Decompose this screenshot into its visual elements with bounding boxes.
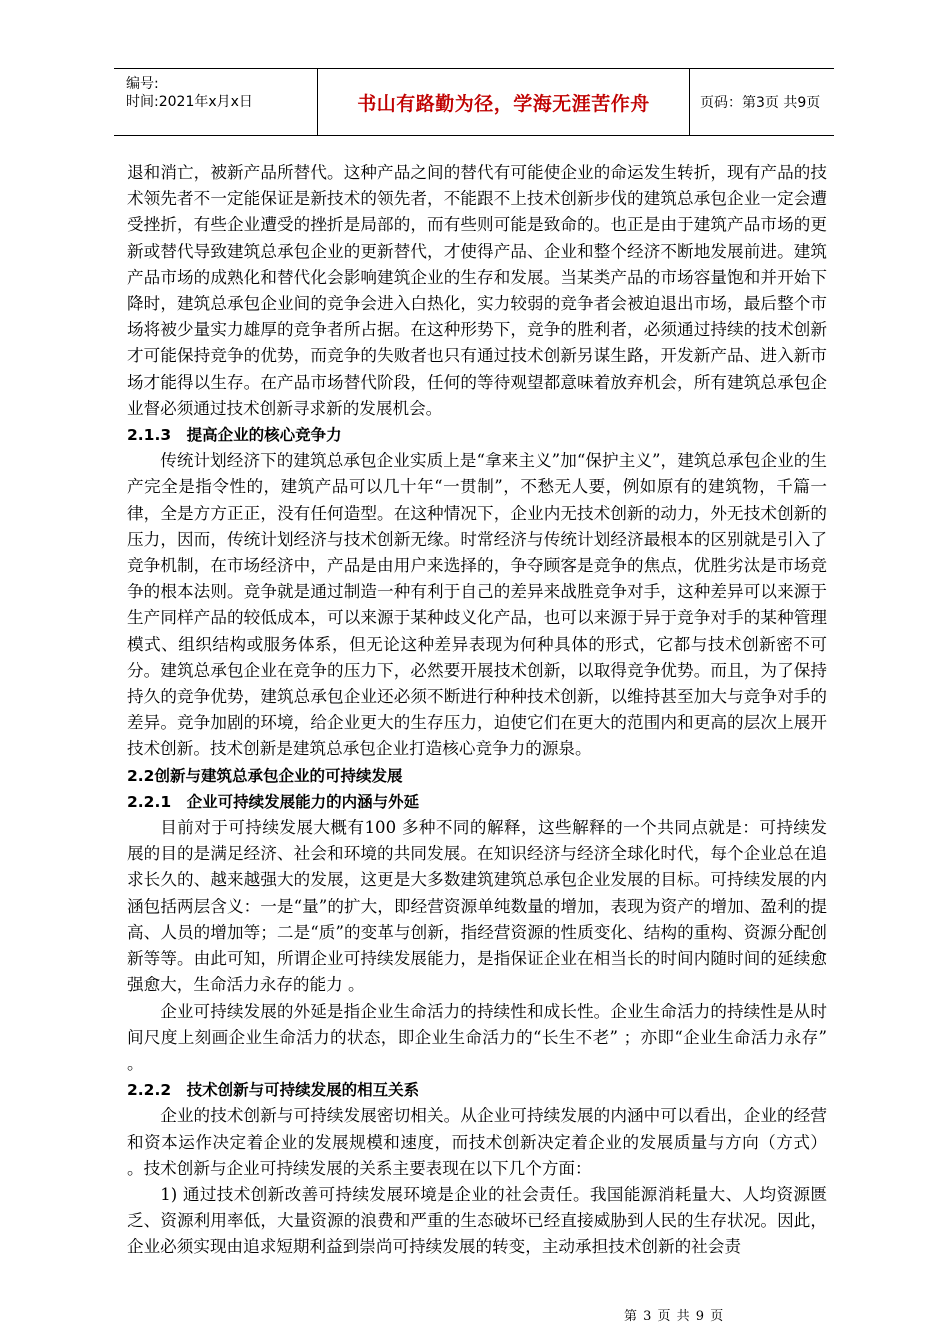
section-heading-2-2-1: 2.2.1 企业可持续发展能力的内涵与外延	[127, 792, 420, 811]
paragraph: 企业可持续发展的外延是指企业生命活力的持续性和成长性。企业生命活力的持续性是从时间尺度上刻画企业生命活力的状态，即企业生命活力的“长生不老” ；亦即“企业生命活力永存” 。	[127, 1001, 827, 1073]
section-heading-2-1-3: 2.1.3 提高企业的核心竞争力	[127, 426, 342, 445]
paragraph: 退和消亡，被新产品所替代。这种产品之间的替代有可能使企业的命运发生转折，现有产品的技术领先者不一定能保证是新技术的领先者，不能跟不上技术创新步伐的建筑总承包企业一定会遭受挫折，有些企业遭受的挫折是局部的，而有些则可能是致命的。也正是由于建筑产品市场的更新或替代导致建筑总承包企业的更新替代，才使得产品、企业和整个经济不断地发展前进。建筑产品市场的成熟化和替代化会影响建筑企业的生存和发展。当某类产品的市场容量饱和并开始下降时，建筑总承包企业间的竞争会进入白热化，实力较弱的竞争者会被迫退出市场，最后整个市场将被少量实力雄厚的竞争者所占据。在这种形势下，竞争的胜利者，必须通过持续的技术创新才可能保持竞争的优势，而竞争的失败者也只有通过技术创新另谋生路，开发新产品、进入新市场才能得以生存。在产品市场替代阶段，任何的等待观望都意味着放弃机会，所有建筑总承包企业督必须通过技术创新寻求新的发展机会。	[127, 163, 827, 418]
paragraph: 目前对于可持续发展大概有100 多种不同的解释，这些解释的一个共同点就是：可持续发展的目的是满足经济、社会和环境的共同发展。在知识经济与经济全球化时代，每个企业总在追求长久的、越来越强大的发展，这更是大多数建筑建筑总承包企业发展的目标。可持续发展的内涵包括两层含义：一是“量”的扩大，即经营资源单纯数量的增加，表现为资产的增加、盈利的提高、人员的增加等；二是“质”的变革与创新，指经营资源的性质变化、结构的重构、资源分配创新等等。由此可知，所谓企业可持续发展能力，是指保证企业在相当长的时间内随时间的延续愈强愈大，生命活力永存的能力 。	[127, 818, 827, 995]
header-meta	[114, 69, 318, 135]
page-footer: 第 3 页 共 9 页	[624, 1309, 725, 1324]
paragraph: 企业的技术创新与可持续发展密切相关。从企业可持续发展的内涵中可以看出，企业的经营和资本运作决定着企业的发展规模和速度，而技术创新决定着企业的发展质量与方向（方式） 。技术创新与企业可持续发展的关系主要表现在以下几个方面：	[127, 1106, 827, 1178]
list-item: 1) 通过技术创新改善可持续发展环境是企业的社会责任。我国能源消耗量大、人均资源匮乏、资源利用率低，大量资源的浪费和严重的生态破坏已经直接威胁到人民的生存状况。因此，企业必须实现由追求短期利益到崇尚可持续发展的转变，主动承担技术创新的社会责	[127, 1184, 827, 1257]
document-time-label: 时间:2021年x月x日	[126, 94, 253, 110]
paragraph: 传统计划经济下的建筑总承包企业实质上是“拿来主义”加“保护主义”，建筑总承包企业的生产完全是指令性的，建筑产品可以几十年“一贯制”，不愁无人要，例如原有的建筑物，千篇一律，全是方方正正，没有任何造型。在这种情况下，企业内无技术创新的动力，外无技术创新的压力，因而，传统计划经济与技术创新无缘。时常经济与传统计划经济最根本的区别就是引入了竞争机制，在市场经济中，产品是由用户来选择的，争夺顾客是竞争的焦点，优胜劣汰是市场竞争的根本法则。竞争就是通过制造一种有利于自己的差异来战胜竞争对手，这种差异可以来源于生产同样产品的较低成本，可以来源于某种歧义化产品，也可以来源于异于竞争对手的某种管理模式、组织结构或服务体系，但无论这种差异表现为何种具体的形式，它都与技术创新密不可分。建筑总承包企业在竞争的压力下，必然要开展技术创新，以取得竞争优势。而且，为了保持持久的竞争优势，建筑总承包企业还必须不断进行种种技术创新，以维持甚至加大与竞争对手的差异。竞争加剧的环境，给企业更大的生存压力，迫使它们在更大的范围内和更高的层次上展开技术创新。技术创新是建筑总承包企业打造核心竞争力的源泉。	[127, 451, 827, 759]
header-page-number: 页码：第3页 共9页	[700, 95, 821, 111]
section-heading-2-2-2: 2.2.2 技术创新与可持续发展的相互关系	[127, 1081, 420, 1100]
section-heading-2-2: 2.2创新与建筑总承包企业的可持续发展	[127, 766, 403, 785]
page-header	[114, 68, 834, 136]
document-number-label: 编号:	[126, 76, 159, 92]
header-motto: 书山有路勤为径，学海无涯苦作舟	[318, 69, 690, 135]
document-body	[127, 160, 827, 1261]
